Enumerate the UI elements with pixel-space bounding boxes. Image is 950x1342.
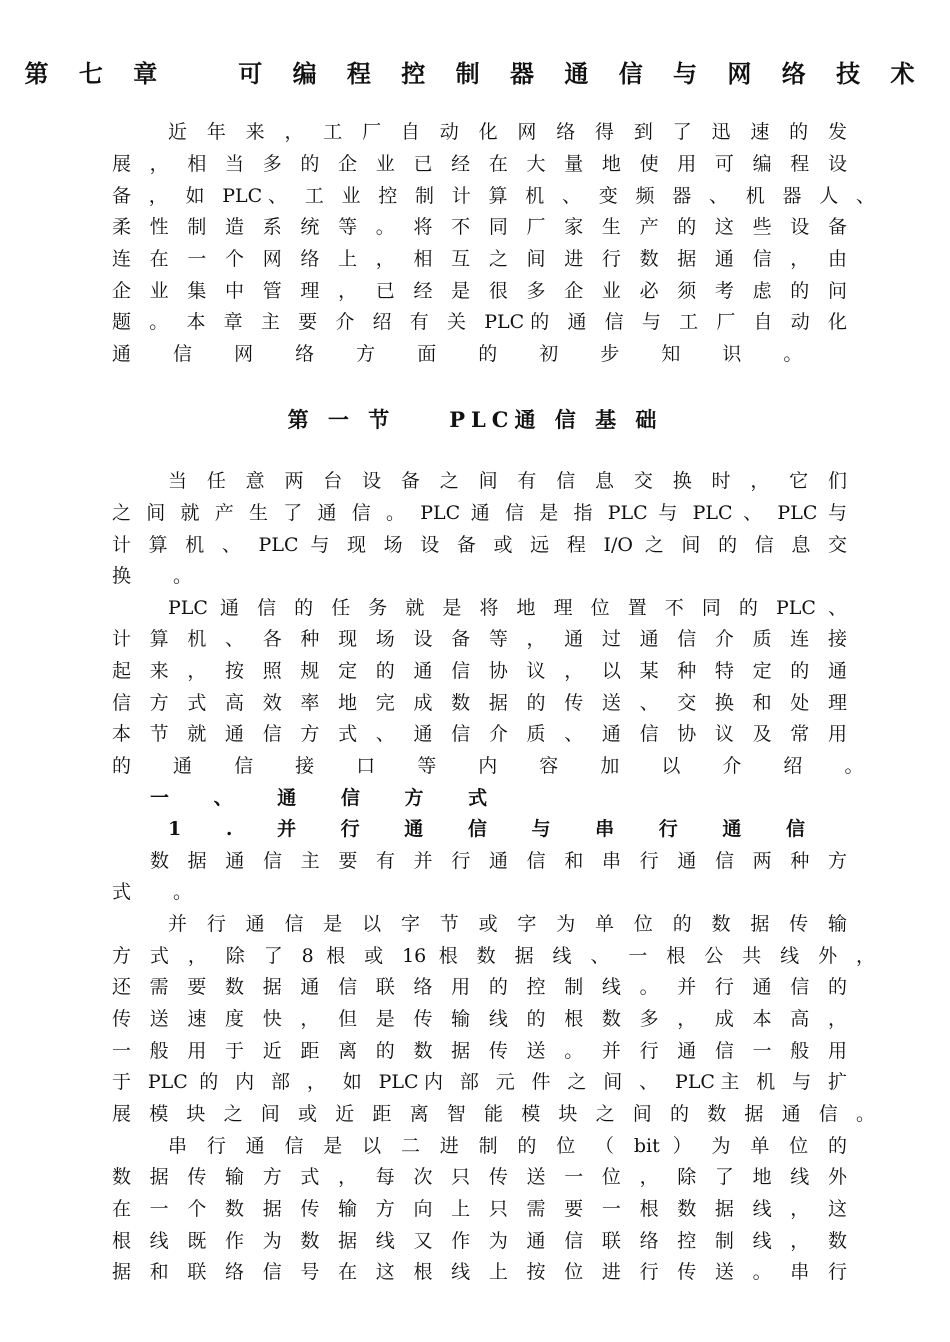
text-line: 企 业 集 中 管 理 ， 已 经 是 很 多 企 业 必 须 考 虑 的 问	[112, 280, 847, 302]
text-line: 数 据 通 信 主 要 有 并 行 通 信 和 串 行 通 信 两 种 方	[150, 850, 847, 872]
text-line: 方 式 ， 除 了 8 根 或 16 根 数 据 线 、 一 根 公 共 线 外 ，	[112, 945, 875, 967]
text-line: 换 。	[112, 565, 211, 587]
text-line: 展 模 块 之 间 或 近 距 离 智 能 模 块 之 间 的 数 据 通 信 。	[112, 1103, 875, 1125]
text-line: 连 在 一 个 网 络 上 ， 相 互 之 间 进 行 数 据 通 信 ， 由	[112, 248, 847, 270]
text-line: 根 线 既 作 为 数 据 线 又 作 为 通 信 联 络 控 制 线 ， 数	[112, 1230, 847, 1252]
text-line: 本 节 就 通 信 方 式 、 通 信 介 质 、 通 信 协 议 及 常 用	[112, 723, 847, 745]
text-line: 式 。	[112, 881, 211, 903]
text-line: 通 信 网 络 方 面 的 初 步 知 识 。	[112, 343, 821, 365]
text-line: 柔 性 制 造 系 统 等 。 将 不 同 厂 家 生 产 的 这 些 设 备	[112, 216, 847, 238]
text-line: 据 和 联 络 信 号 在 这 根 线 上 按 位 进 行 传 送 。 串 行	[112, 1261, 847, 1283]
text-line: 备 ， 如 PLC、 工 业 控 制 计 算 机 、 变 频 器 、 机 器 人 、	[112, 185, 875, 207]
text-line: 于 PLC 的 内 部 ， 如 PLC内 部 元 件 之 间 、 PLC主 机 与 扩	[112, 1071, 847, 1093]
text-line: 并 行 通 信 是 以 字 节 或 字 为 单 位 的 数 据 传 输	[168, 913, 847, 935]
text-line: 计 算 机 、 PLC 与 现 场 设 备 或 远 程 I/O 之 间 的 信 息 交	[112, 534, 847, 556]
section-title: 第 一 节 PLC通 信 基 础	[287, 407, 663, 432]
text-line: 信 方 式 高 效 率 地 完 成 数 据 的 传 送 、 交 换 和 处 理	[112, 692, 847, 714]
text-line: 展 ， 相 当 多 的 企 业 已 经 在 大 量 地 使 用 可 编 程 设	[112, 153, 847, 175]
text-line: 起 来 ， 按 照 规 定 的 通 信 协 议 ， 以 某 种 特 定 的 通	[112, 660, 847, 682]
subheading-communication-modes: 一 、 通 信 方 式	[150, 787, 507, 809]
text-line: 计 算 机 、 各 种 现 场 设 备 等 ， 通 过 通 信 介 质 连 接	[112, 628, 847, 650]
chapter-title: 第 七 章 可 编 程 控 制 器 通 信 与 网 络 技 术	[24, 59, 926, 88]
text-line: 数 据 传 输 方 式 ， 每 次 只 传 送 一 位 ， 除 了 地 线 外	[112, 1166, 847, 1188]
text-line: PLC 通 信 的 任 务 就 是 将 地 理 位 置 不 同 的 PLC 、	[168, 597, 847, 619]
text-line: 之 间 就 产 生 了 通 信 。 PLC 通 信 是 指 PLC 与 PLC 、 PLC 与	[112, 502, 847, 524]
text-line: 一 般 用 于 近 距 离 的 数 据 传 送 。 并 行 通 信 一 般 用	[112, 1040, 847, 1062]
text-line: 还 需 要 数 据 通 信 联 络 用 的 控 制 线 。 并 行 通 信 的	[112, 976, 847, 998]
text-line: 的 通 信 接 口 等 内 容 加 以 介 绍 。	[112, 755, 882, 777]
text-line: 题 。 本 章 主 要 介 绍 有 关 PLC的 通 信 与 工 厂 自 动 化	[112, 311, 847, 333]
text-line: 在 一 个 数 据 传 输 方 向 上 只 需 要 一 根 数 据 线 ， 这	[112, 1198, 847, 1220]
text-line: 当 任 意 两 台 设 备 之 间 有 信 息 交 换 时 ， 它 们	[168, 470, 847, 492]
subheading-parallel-serial: 1 . 并 行 通 信 与 串 行 通 信	[168, 818, 824, 840]
text-line: 近 年 来 ， 工 厂 自 动 化 网 络 得 到 了 迅 速 的 发	[168, 121, 847, 143]
text-line: 传 送 速 度 快 ， 但 是 传 输 线 的 根 数 多 ， 成 本 高 ，	[112, 1008, 847, 1030]
text-line: 串 行 通 信 是 以 二 进 制 的 位 （ bit ） 为 单 位 的	[168, 1135, 847, 1157]
